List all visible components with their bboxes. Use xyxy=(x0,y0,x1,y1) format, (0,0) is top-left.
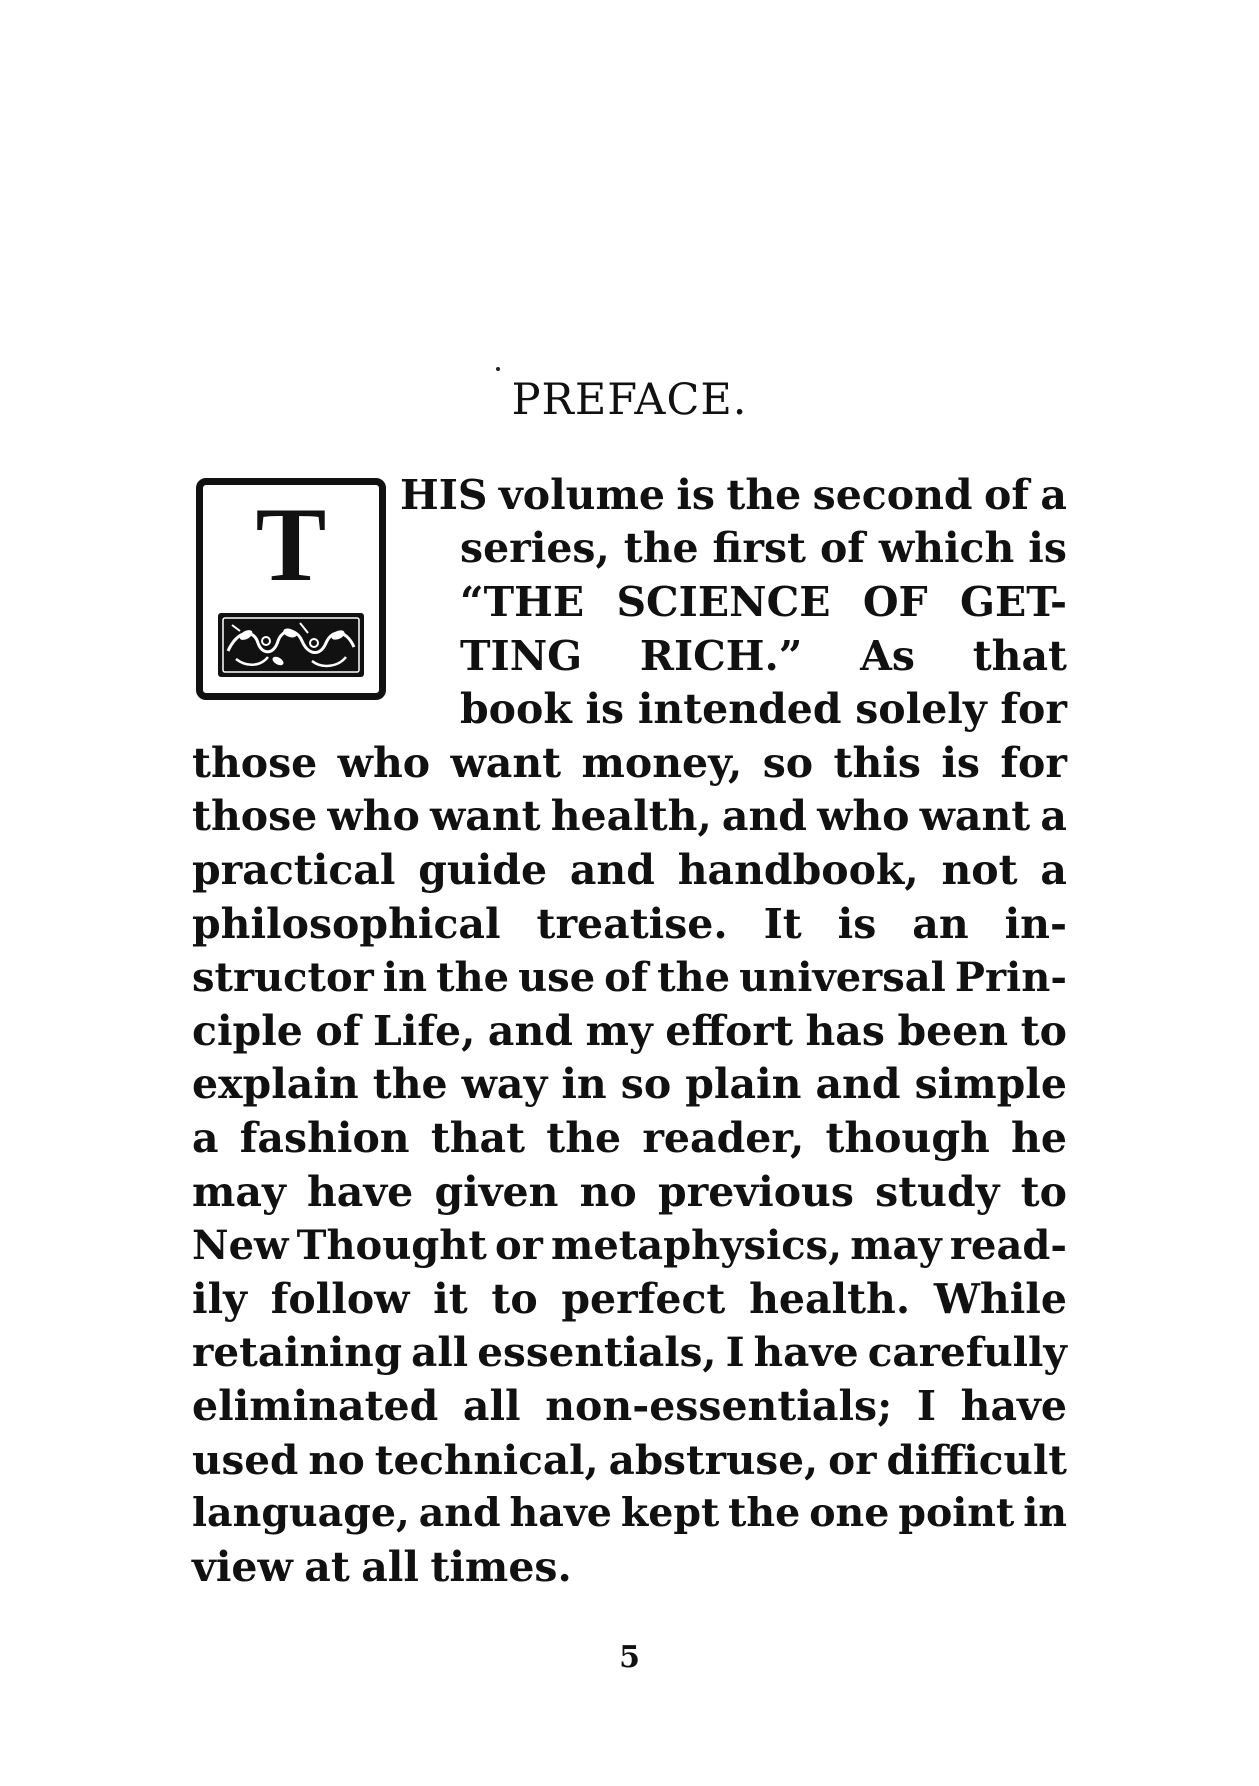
text-line-13: a fashion that the reader, though he xyxy=(192,1114,1067,1162)
text-line-14: may have given no previous study to xyxy=(192,1168,1067,1216)
text-line-18: eliminated all non-essentials; I have xyxy=(192,1382,1067,1430)
text-line-5: book is intended solely for xyxy=(460,685,1067,733)
title-dot xyxy=(496,367,500,371)
drop-cap-letter: T xyxy=(255,486,327,603)
text-line-15: New Thought or metaphysics, may read- xyxy=(192,1222,1067,1269)
text-line-11: ciple of Life, and my effort has been to xyxy=(192,1007,1067,1055)
text-line-10: structor in the use of the universal Prin- xyxy=(192,954,1067,1001)
text-line-16: ily follow it to perfect health. While xyxy=(192,1275,1067,1323)
text-line-2: series, the first of which is xyxy=(460,524,1067,572)
text-line-4: TING RICH.” As that xyxy=(460,632,1067,680)
text-line-6: those who want money, so this is for xyxy=(192,739,1067,787)
text-line-20: language, and have kept the one point in xyxy=(192,1490,1067,1536)
text-line-8: practical guide and handbook, not a xyxy=(192,846,1067,894)
drop-cap-box xyxy=(196,478,386,700)
text-line-19: used no technical, abstruse, or difficult xyxy=(192,1436,1067,1484)
text-line-3: “THE SCIENCE OF GET- xyxy=(460,578,1067,626)
text-line-9: philosophical treatise. It is an in- xyxy=(192,900,1067,948)
text-line-21: view at all times. xyxy=(192,1543,572,1591)
text-line-17: retaining all essentials, I have carefully xyxy=(192,1328,1067,1376)
page-number: 5 xyxy=(619,1640,640,1675)
floral-ornament-icon xyxy=(216,611,366,679)
text-line-1: HIS volume is the second of a xyxy=(400,471,1067,519)
text-line-12: explain the way in so plain and simple xyxy=(192,1060,1067,1108)
text-line-7: those who want health, and who want a xyxy=(192,792,1067,840)
page-title: PREFACE. xyxy=(511,375,748,425)
